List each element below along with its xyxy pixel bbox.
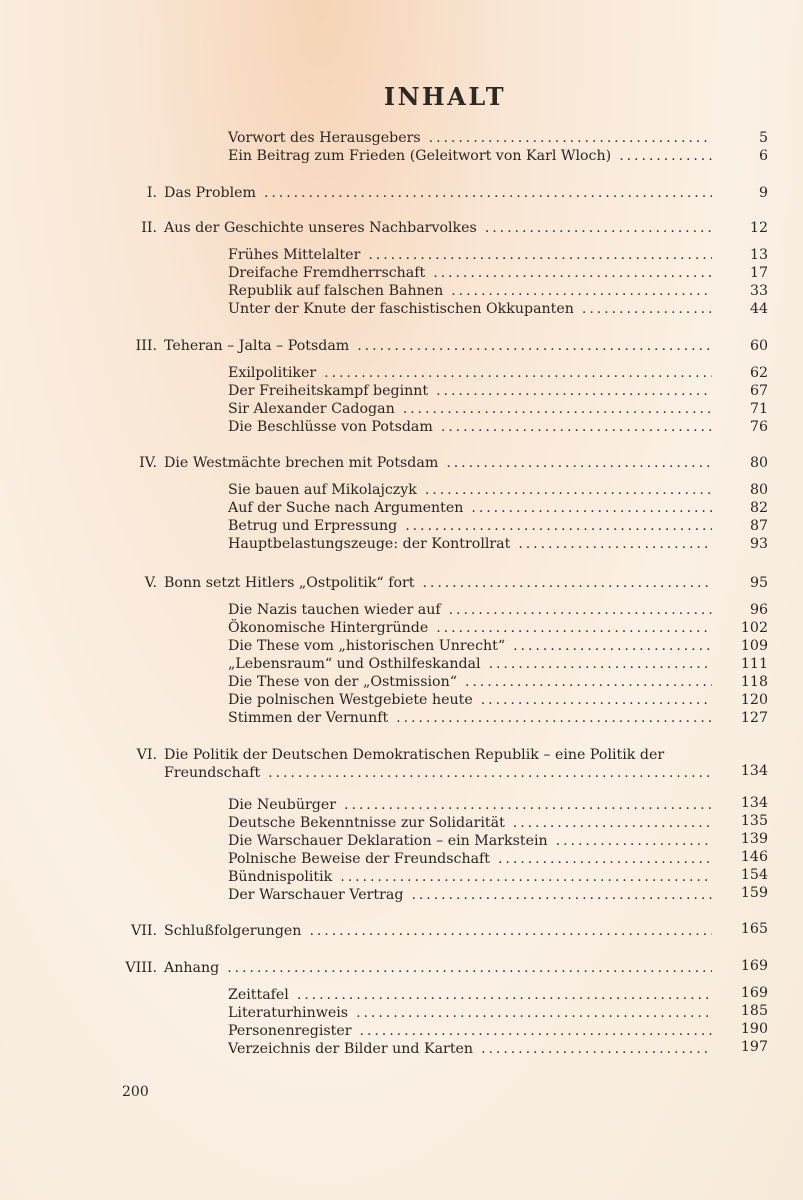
- toc-entry-preface: [228, 129, 718, 147]
- dot-leader: [411, 886, 712, 904]
- toc-subentry: [228, 691, 718, 709]
- toc-subentry: [228, 364, 718, 382]
- entry-title: Die These von der „Ostmission“: [228, 674, 457, 690]
- entry-title: Die These vom „historischen Unrecht“: [228, 638, 506, 654]
- dot-leader: [471, 499, 712, 517]
- entry-title: Ein Beitrag zum Frieden (Geleitwort von Karl Wloch): [228, 148, 612, 164]
- entry-page-number: 62: [749, 365, 768, 381]
- dot-leader: [441, 418, 712, 436]
- entry-title: Stimmen der Vernunft: [228, 710, 389, 726]
- chapter-page-number: 80: [749, 455, 768, 471]
- dot-leader: [264, 184, 712, 202]
- chapter-numeral: VII.: [131, 923, 157, 939]
- chapter-title: Teheran – Jalta – Potsdam: [164, 338, 350, 354]
- toc-chapter: [164, 764, 718, 782]
- entry-page-number: 134: [740, 795, 768, 811]
- chapter-page-number: 165: [740, 921, 768, 937]
- chapter-title: Die Westmächte brechen mit Potsdam: [164, 455, 439, 471]
- dot-leader: [619, 147, 712, 165]
- entry-page-number: 71: [749, 401, 768, 417]
- entry-title: Der Freiheitskampf beginnt: [228, 383, 429, 399]
- chapter-title: Schlußfolgerungen: [164, 923, 302, 939]
- dot-leader: [324, 364, 712, 382]
- entry-page-number: 6: [758, 148, 768, 164]
- toc-subentry: [228, 1022, 718, 1040]
- toc-chapter: [164, 219, 718, 237]
- dot-leader: [297, 986, 712, 1004]
- entry-title: Vorwort des Herausgebers: [228, 130, 421, 146]
- entry-title: Der Warschauer Vertrag: [228, 887, 404, 903]
- entry-page-number: 67: [749, 383, 768, 399]
- chapter-title: Aus der Geschichte unseres Nachbarvolkes: [164, 220, 477, 236]
- dot-leader: [433, 264, 712, 282]
- entry-title: Zeittafel: [228, 987, 289, 1003]
- entry-title: Betrug und Erpressung: [228, 518, 398, 534]
- chapter-page-number: 169: [740, 958, 768, 974]
- dot-leader: [513, 637, 712, 655]
- dot-leader: [344, 796, 712, 814]
- entry-page-number: 76: [749, 419, 768, 435]
- footer-page-number: 200: [122, 1084, 149, 1100]
- dot-leader: [556, 832, 712, 850]
- entry-title: Die Warschauer Deklaration – ein Markstein: [228, 833, 548, 849]
- chapter-numeral: II.: [141, 220, 157, 236]
- toc-chapter: [164, 337, 718, 355]
- chapter-page-number: 9: [758, 185, 768, 201]
- chapter-title: Die Politik der Deutschen Demokratischen Republik – eine Politik der: [164, 747, 665, 763]
- entry-title: Die Nazis tauchen wieder auf: [228, 602, 441, 618]
- entry-page-number: 13: [749, 247, 768, 263]
- entry-title: Literaturhinweis: [228, 1005, 349, 1021]
- entry-page-number: 190: [740, 1021, 768, 1037]
- toc-subentry: [228, 886, 718, 904]
- chapter-numeral: VIII.: [125, 960, 157, 976]
- dot-leader: [446, 454, 712, 472]
- chapter-numeral: V.: [144, 575, 157, 591]
- dot-leader: [489, 655, 712, 673]
- entry-title: Ökonomische Hintergründe: [228, 620, 429, 636]
- toc-subentry: [228, 499, 718, 517]
- toc-chapter: [164, 574, 718, 592]
- chapter-numeral: I.: [146, 185, 157, 201]
- entry-page-number: 139: [740, 831, 768, 847]
- entry-title: Frühes Mittelalter: [228, 247, 361, 263]
- entry-title: Die polnischen Westgebiete heute: [228, 692, 473, 708]
- toc-subentry: [228, 868, 718, 886]
- dot-leader: [429, 129, 712, 147]
- toc-subentry: [228, 1040, 718, 1058]
- chapter-title: Das Problem: [164, 185, 256, 201]
- page-title: INHALT: [383, 82, 507, 111]
- toc-subentry: [228, 382, 718, 400]
- toc-subentry: [228, 655, 718, 673]
- entry-title: Bündnispolitik: [228, 869, 333, 885]
- toc-subentry: [228, 400, 718, 418]
- entry-page-number: 118: [740, 674, 768, 690]
- dot-leader: [451, 282, 712, 300]
- entry-page-number: 82: [749, 500, 768, 516]
- entry-title: Sie bauen auf Mikolajczyk: [228, 482, 417, 498]
- entry-title: „Lebensraum“ und Osthilfeskandal: [228, 656, 481, 672]
- chapter-title: Anhang: [164, 960, 220, 976]
- toc-subentry: [228, 601, 718, 619]
- entry-title: Polnische Beweise der Freundschaft: [228, 851, 491, 867]
- toc-subentry: [228, 1004, 718, 1022]
- dot-leader: [403, 400, 712, 418]
- chapter-numeral: VI.: [136, 747, 157, 763]
- entry-title: Personenregister: [228, 1023, 352, 1039]
- entry-page-number: 109: [740, 638, 768, 654]
- toc-subentry: [228, 535, 718, 553]
- dot-leader: [357, 337, 712, 355]
- dot-leader: [498, 850, 712, 868]
- chapter-numeral: IV.: [139, 455, 157, 471]
- dot-leader: [356, 1004, 712, 1022]
- toc-subentry: [228, 832, 718, 850]
- dot-leader: [405, 517, 712, 535]
- chapter-title-continued: Freundschaft: [164, 765, 261, 781]
- entry-title: Republik auf falschen Bahnen: [228, 283, 444, 299]
- dot-leader: [582, 300, 712, 318]
- entry-title: Verzeichnis der Bilder und Karten: [228, 1041, 474, 1057]
- toc-subentry: [228, 619, 718, 637]
- dot-leader: [465, 673, 712, 691]
- entry-page-number: 169: [740, 985, 768, 1001]
- entry-page-number: 120: [740, 692, 768, 708]
- entry-page-number: 96: [749, 602, 768, 618]
- entry-title: Die Beschlüsse von Potsdam: [228, 419, 433, 435]
- entry-page-number: 159: [740, 885, 768, 901]
- toc-subentry: [228, 796, 718, 814]
- toc-subentry: [228, 850, 718, 868]
- toc-subentry: [228, 418, 718, 436]
- entry-title: Dreifache Fremdherrschaft: [228, 265, 426, 281]
- toc-chapter: [164, 959, 718, 977]
- entry-page-number: 146: [740, 849, 768, 865]
- entry-page-number: 111: [740, 656, 768, 672]
- entry-page-number: 80: [749, 482, 768, 498]
- chapter-numeral: III.: [135, 338, 157, 354]
- toc-subentry: [228, 246, 718, 264]
- entry-page-number: 44: [749, 301, 768, 317]
- entry-page-number: 33: [749, 283, 768, 299]
- entry-title: Auf der Suche nach Argumenten: [228, 500, 464, 516]
- entry-page-number: 5: [758, 130, 768, 146]
- chapter-page-number: 60: [749, 338, 768, 354]
- toc-subentry: [228, 517, 718, 535]
- dot-leader: [309, 922, 712, 940]
- entry-title: Sir Alexander Cadogan: [228, 401, 395, 417]
- dot-leader: [268, 764, 712, 782]
- toc-entry-preface: [228, 147, 718, 165]
- dot-leader: [360, 1022, 712, 1040]
- dot-leader: [481, 691, 712, 709]
- dot-leader: [422, 574, 712, 592]
- toc-chapter: [164, 184, 718, 202]
- entry-page-number: 127: [740, 710, 768, 726]
- toc-subentry: [228, 637, 718, 655]
- entry-title: Die Neubürger: [228, 797, 337, 813]
- chapter-page-number: 95: [749, 575, 768, 591]
- entry-page-number: 154: [740, 867, 768, 883]
- toc-subentry: [228, 709, 718, 727]
- entry-page-number: 87: [749, 518, 768, 534]
- dot-leader: [396, 709, 712, 727]
- dot-leader: [449, 601, 712, 619]
- entry-title: Unter der Knute der faschistischen Okkupanten: [228, 301, 574, 317]
- dot-leader: [436, 382, 712, 400]
- toc-subentry: [228, 814, 718, 832]
- chapter-page-number: 134: [740, 763, 768, 779]
- toc-subentry: [228, 986, 718, 1004]
- toc-subentry: [228, 481, 718, 499]
- dot-leader: [340, 868, 712, 886]
- chapter-title: Bonn setzt Hitlers „Ostpolitik“ fort: [164, 575, 415, 591]
- dot-leader: [485, 219, 712, 237]
- dot-leader: [481, 1040, 712, 1058]
- toc-subentry: [228, 282, 718, 300]
- dot-leader: [518, 535, 712, 553]
- entry-title: Deutsche Bekenntnisse zur Solidarität: [228, 815, 505, 831]
- toc-subentry: [228, 300, 718, 318]
- entry-page-number: 185: [740, 1003, 768, 1019]
- toc-subentry: [228, 673, 718, 691]
- entry-page-number: 135: [740, 813, 768, 829]
- toc-chapter: [164, 922, 718, 940]
- chapter-page-number: 12: [749, 220, 768, 236]
- dot-leader: [513, 814, 712, 832]
- dot-leader: [368, 246, 712, 264]
- dot-leader: [227, 959, 712, 977]
- entry-title: Hauptbelastungszeuge: der Kontrollrat: [228, 536, 511, 552]
- entry-title: Exilpolitiker: [228, 365, 317, 381]
- entry-page-number: 197: [740, 1039, 768, 1055]
- dot-leader: [436, 619, 712, 637]
- entry-page-number: 102: [740, 620, 768, 636]
- dot-leader: [425, 481, 712, 499]
- entry-page-number: 17: [749, 265, 768, 281]
- toc-chapter: [164, 454, 718, 472]
- toc-subentry: [228, 264, 718, 282]
- entry-page-number: 93: [749, 536, 768, 552]
